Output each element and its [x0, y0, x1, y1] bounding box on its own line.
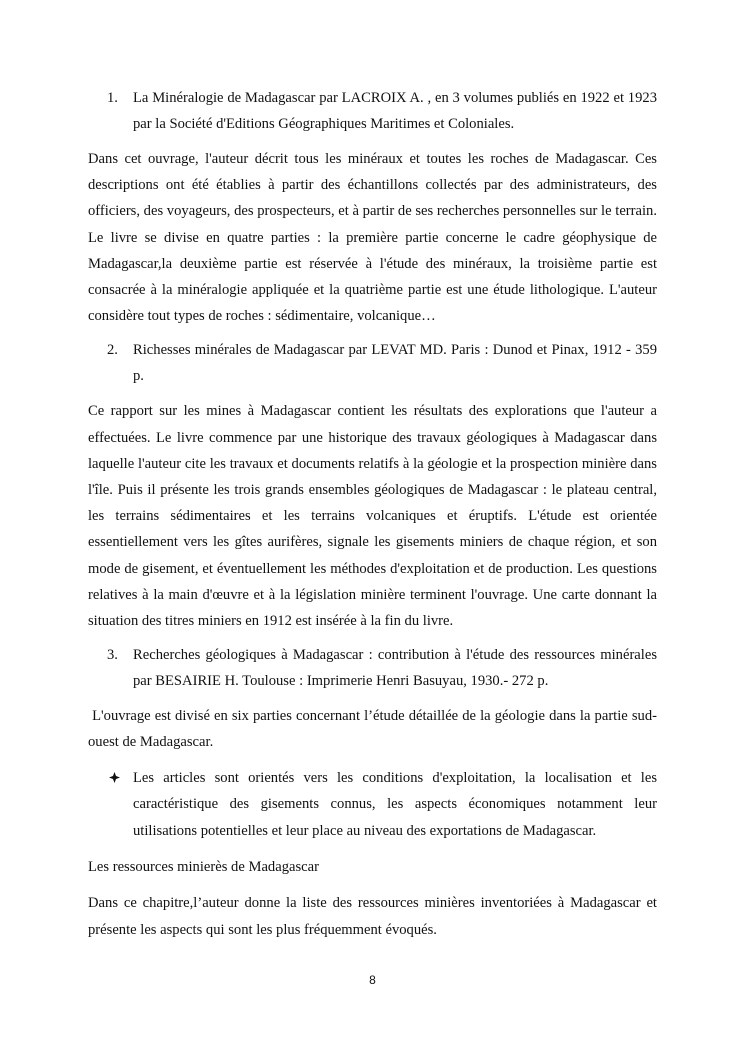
- paragraph-chapter-description: Dans ce chapitre,l’auteur donne la liste des ressources minières inventoriées à Madagascar et présente les aspects qui sont les plus fréquemment évoqués.: [88, 895, 657, 938]
- page-number: 8: [369, 973, 376, 987]
- numbered-item-2: [88, 338, 657, 389]
- item-text: Recherches géologiques à Madagascar : contribution à l'étude des ressources minérales par BESAIRIE H. Toulouse : Imprimerie Henri Basuyau, 1930.- 272 p.: [133, 647, 657, 689]
- document-page: [88, 86, 657, 943]
- item-number: 1.: [107, 90, 118, 106]
- item-number: 2.: [107, 342, 118, 359]
- bullet-text: Les articles sont orientés vers les conditions d'exploitation, la localisation et les caractéristique des gisements connus, les aspects économiques notamment leur utilisations potentielles et leur place au niveau des exportations de Madagascar.: [133, 769, 657, 839]
- item-number: 3.: [107, 647, 118, 664]
- item-text: Richesses minérales de Madagascar par LEVAT MD. Paris : Dunod et Pinax, 1912 - 359 p.: [133, 342, 657, 384]
- paragraph-besairie-description: L'ouvrage est divisé en six parties concernant l’étude détaillée de la géologie dans la partie sud-ouest de Madagascar.: [88, 708, 658, 751]
- item-text: La Minéralogie de Madagascar par LACROIX A. , en 3 volumes publiés en 1922 et 1923 par la Société d'Editions Géographiques Maritimes et Coloniales.: [133, 90, 657, 132]
- section-heading: Les ressources minierès de Madagascar: [88, 859, 319, 876]
- bullet-item: [88, 765, 657, 845]
- paragraph-lacroix-description: Dans cet ouvrage, l'auteur décrit tous les minéraux et toutes les roches de Madagascar. Ces descriptions ont été établies à partir des échantillons collectés par des administrateurs, des officiers, des voyageurs, des prospecteurs, et à partir de ses recherches personnelles sur le terrain. Le livre se divise en quatre parties : la première partie concerne le cadre géophysique de Madagascar,la deuxième partie est réservée à l'étude des minéraux, la troisième partie est consacrée à la minéralogie appliquée et la quatrième partie est une étude lithologique. L'auteur considère tout types de roches : sédimentaire, volcanique…: [88, 151, 657, 325]
- numbered-item-3: [88, 643, 657, 694]
- paragraph-levat-description: Ce rapport sur les mines à Madagascar contient les résultats des explorations que l'auteur a effectuées. Le livre commence par une historique des travaux géologiques à Madagascar dans laquelle l'auteur cite les travaux et documents relatifs à la géologie et la prospection minière dans l'île. Puis il présente les trois grands ensembles géologiques de Madagascar : le plateau central, les terrains sédimentaires et les terrains volcaniques et éruptifs. L'étude est orientée essentiellement vers les gîtes aurifères, signale les gisements miniers de chaque région, et son mode de gisement, et éventuellement les méthodes d'exploitation et de production. Les questions relatives à la main d'œuvre et à la législation minière terminent l'ouvrage. Une carte donnant la situation des titres miniers en 1912 est insérée à la fin du livre.: [88, 403, 657, 630]
- diamond-bullet-icon: [109, 772, 120, 783]
- numbered-item-1: [88, 86, 657, 137]
